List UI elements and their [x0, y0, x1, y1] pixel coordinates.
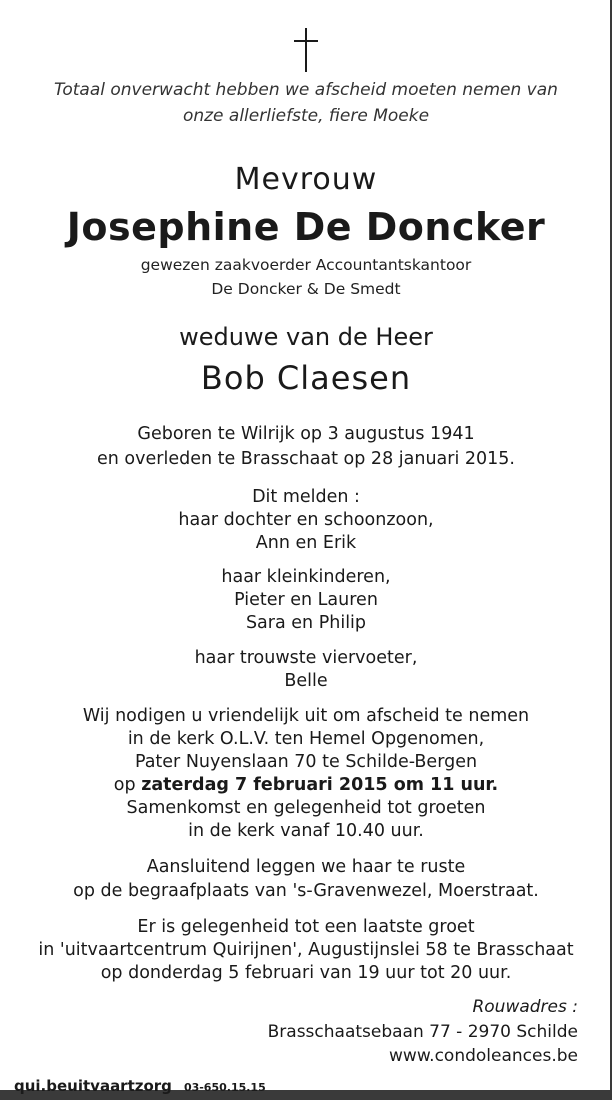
birth-line-1: Geboren te Wilrijk op 3 augustus 1941: [137, 424, 475, 444]
intro-line-1: Totaal onverwacht hebben we afscheid moeten nemen van: [54, 80, 558, 100]
occupation-line-2: De Doncker & De Smedt: [211, 280, 401, 298]
invitation-line-5: Samenkomst en gelegenheid tot groeten: [126, 798, 486, 818]
grandchildren-names-1: Pieter en Lauren: [234, 590, 378, 610]
announcers-heading: Dit melden :: [252, 487, 360, 507]
grandchildren-names-2: Sara en Philip: [245, 613, 367, 633]
grandchildren-label: haar kleinkinderen,: [221, 567, 391, 587]
burial-line-1: Aansluitend leggen we haar te ruste: [146, 857, 466, 877]
brand-service: uitvaartzorg: [67, 1077, 172, 1095]
footer: [14, 1076, 266, 1095]
farewell-line-3: op donderdag 5 februari van 19 uur tot 20 uur.: [100, 963, 512, 983]
title: Mevrouw: [234, 162, 378, 197]
invitation-line-1: Wij nodigen u vriendelijk uit om afscheid te nemen: [82, 706, 530, 726]
invitation-prefix: op: [113, 775, 142, 795]
pet-label: haar trouwste viervoeter,: [194, 648, 418, 668]
brand-logo: qui.be: [14, 1077, 68, 1095]
address-street: Brasschaatsebaan 77 - 2970 Schilde: [267, 1022, 578, 1042]
funeral-date: zaterdag 7 februari 2015 om 11 uur.: [141, 775, 499, 795]
cross-icon: [291, 28, 321, 72]
address-label: Rouwadres :: [472, 997, 578, 1017]
widow-of: weduwe van de Heer: [179, 323, 433, 351]
invitation-line-4: [0, 775, 612, 795]
footer-phone: 03-650.15.15: [183, 1081, 266, 1094]
farewell-line-1: Er is gelegenheid tot een laatste groet: [137, 917, 475, 937]
invitation-line-3: Pater Nuyenslaan 70 te Schilde-Bergen: [134, 752, 478, 772]
occupation-line-1: gewezen zaakvoerder Accountantskantoor: [140, 256, 472, 274]
burial-line-2: op de begraafplaats van 's-Gravenwezel, Moerstraat.: [73, 881, 539, 901]
farewell-line-2: in 'uitvaartcentrum Quirijnen', Augustijnslei 58 te Brasschaat: [38, 940, 574, 960]
daughter-names: Ann en Erik: [255, 533, 357, 553]
husband-name: Bob Claesen: [200, 359, 412, 397]
address-website[interactable]: www.condoleances.be: [389, 1046, 578, 1066]
deceased-name: Josephine De Doncker: [66, 205, 546, 249]
daughter-label: haar dochter en schoonzoon,: [178, 510, 434, 530]
pet-name: Belle: [284, 671, 328, 691]
birth-line-2: en overleden te Brasschaat op 28 januari 2015.: [97, 449, 515, 469]
invitation-line-6: in de kerk vanaf 10.40 uur.: [188, 821, 424, 841]
intro-line-2: onze allerliefste, fiere Moeke: [182, 106, 430, 126]
invitation-line-2: in de kerk O.L.V. ten Hemel Opgenomen,: [127, 729, 485, 749]
